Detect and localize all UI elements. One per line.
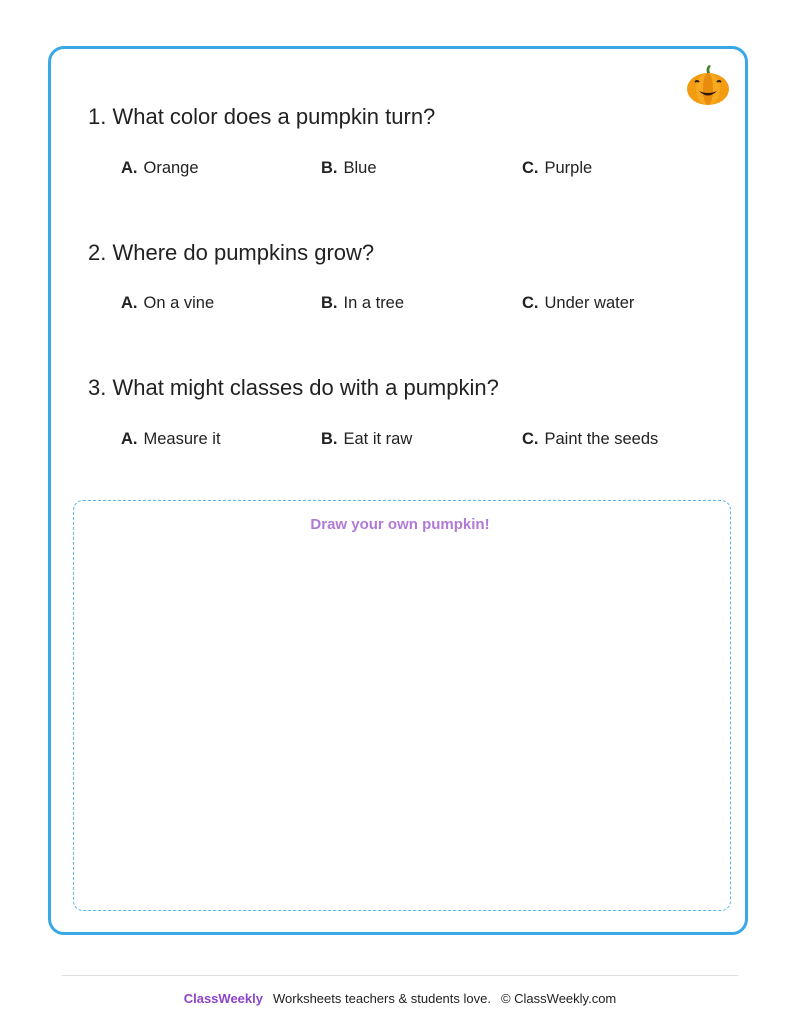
footer	[0, 991, 800, 1006]
option-text: Orange	[143, 159, 199, 177]
footer-tagline: Worksheets teachers & students love.	[272, 991, 491, 1006]
answer-options-3	[121, 430, 721, 454]
option-2c[interactable]	[522, 294, 634, 313]
option-2a[interactable]	[121, 294, 214, 313]
option-text: Blue	[343, 159, 377, 177]
option-letter: C.	[522, 159, 539, 177]
pumpkin-icon	[685, 64, 731, 108]
answer-options-2	[121, 294, 721, 318]
option-letter: B.	[321, 159, 338, 177]
option-1b[interactable]	[321, 159, 377, 178]
option-letter: C.	[522, 294, 539, 312]
option-3a[interactable]	[121, 430, 221, 449]
option-text: Under water	[544, 294, 635, 312]
footer-brand: ClassWeekly	[183, 991, 263, 1006]
footer-copyright: © ClassWeekly.com	[500, 991, 617, 1006]
option-letter: B.	[321, 294, 338, 312]
drawing-prompt: Draw your own pumpkin!	[310, 516, 490, 533]
option-letter: A.	[121, 430, 138, 448]
drawing-area[interactable]	[73, 500, 731, 911]
option-2b[interactable]	[321, 294, 404, 313]
option-letter: A.	[121, 159, 138, 177]
answer-options-1	[121, 159, 721, 183]
option-letter: A.	[121, 294, 138, 312]
option-text: Paint the seeds	[544, 430, 659, 448]
option-text: Eat it raw	[343, 430, 413, 448]
option-text: In a tree	[343, 294, 405, 312]
option-1a[interactable]	[121, 159, 199, 178]
option-text: Measure it	[143, 430, 221, 448]
option-3b[interactable]	[321, 430, 412, 449]
option-1c[interactable]	[522, 159, 592, 178]
option-letter: B.	[321, 430, 338, 448]
footer-divider	[62, 975, 738, 976]
question-2: 2. Where do pumpkins grow?	[88, 240, 375, 265]
question-3: 3. What might classes do with a pumpkin?	[88, 375, 499, 400]
option-letter: C.	[522, 430, 539, 448]
option-3c[interactable]	[522, 430, 658, 449]
question-1: 1. What color does a pumpkin turn?	[88, 104, 436, 129]
option-text: Purple	[544, 159, 593, 177]
option-text: On a vine	[143, 294, 215, 312]
